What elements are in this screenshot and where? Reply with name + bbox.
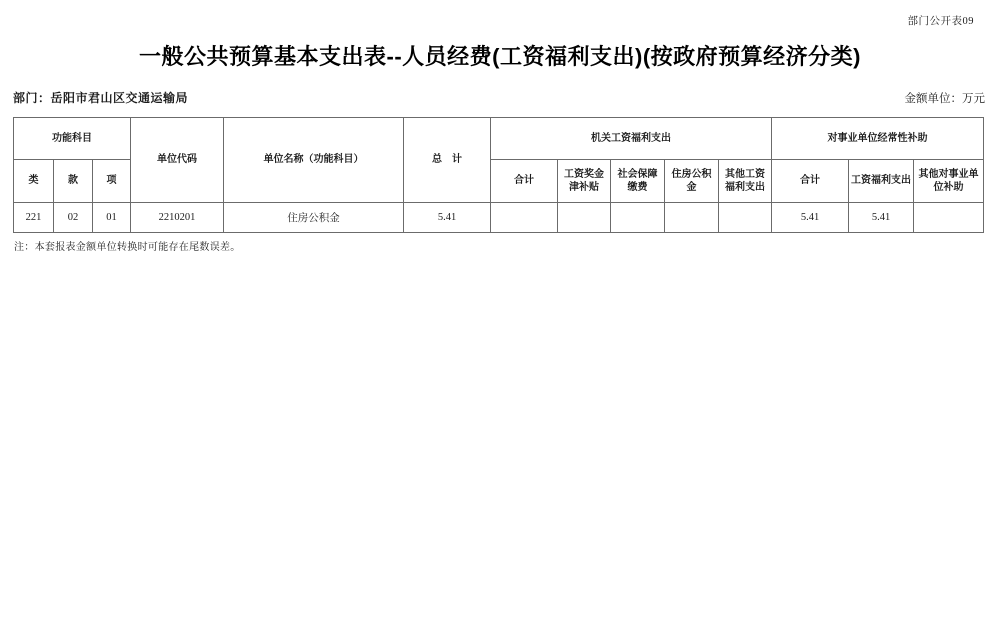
header-org-welfare-group: 机关工资福利支出 [491, 118, 772, 160]
page-title: 一般公共预算基本支出表--人员经费(工资福利支出)(按政府预算经济分类) [139, 44, 861, 69]
cell-unit-code: 2210201 [131, 203, 224, 233]
header-inst-salary-welfare: 工资福利支出 [849, 160, 914, 203]
header-class: 类 [14, 160, 54, 203]
header-section: 款 [54, 160, 93, 203]
header-grand-total: 总 计 [404, 118, 491, 203]
header-org-total: 合计 [491, 160, 558, 203]
cell-class: 221 [14, 203, 54, 233]
table-row [14, 203, 984, 233]
cell-inst-total: 5.41 [772, 203, 849, 233]
cell-inst-other [914, 203, 984, 233]
cell-org-total [491, 203, 558, 233]
header-row-1 [14, 118, 984, 160]
cell-org-social-security [611, 203, 665, 233]
footnote: 注：本套报表金额单位转换时可能存在尾数误差。 [14, 242, 241, 253]
header-inst-other: 其他对事业单位补助 [914, 160, 984, 203]
budget-table [13, 117, 984, 233]
cell-inst-salary-welfare: 5.41 [849, 203, 914, 233]
header-org-other: 其他工资福利支出 [719, 160, 772, 203]
cell-item: 01 [93, 203, 131, 233]
header-org-social-security: 社会保障缴费 [611, 160, 665, 203]
header-item: 项 [93, 160, 131, 203]
cell-section: 02 [54, 203, 93, 233]
header-functional-subject: 功能科目 [14, 118, 131, 160]
department-label: 部门：岳阳市君山区交通运输局 [13, 91, 189, 105]
report-code-label: 部门公开表09 [907, 16, 974, 27]
header-unit-name: 单位名称（功能科目） [224, 118, 404, 203]
cell-org-salary-bonus [558, 203, 611, 233]
cell-unit-name: 住房公积金 [224, 203, 404, 233]
header-org-salary-bonus: 工资奖金津补贴 [558, 160, 611, 203]
amount-unit-label: 金额单位：万元 [904, 93, 985, 105]
cell-org-housing-fund [665, 203, 719, 233]
header-inst-total: 合计 [772, 160, 849, 203]
header-inst-subsidy-group: 对事业单位经常性补助 [772, 118, 984, 160]
cell-org-other [719, 203, 772, 233]
header-unit-code: 单位代码 [131, 118, 224, 203]
cell-grand-total: 5.41 [404, 203, 491, 233]
header-org-housing-fund: 住房公积金 [665, 160, 719, 203]
meta-row [13, 89, 985, 106]
